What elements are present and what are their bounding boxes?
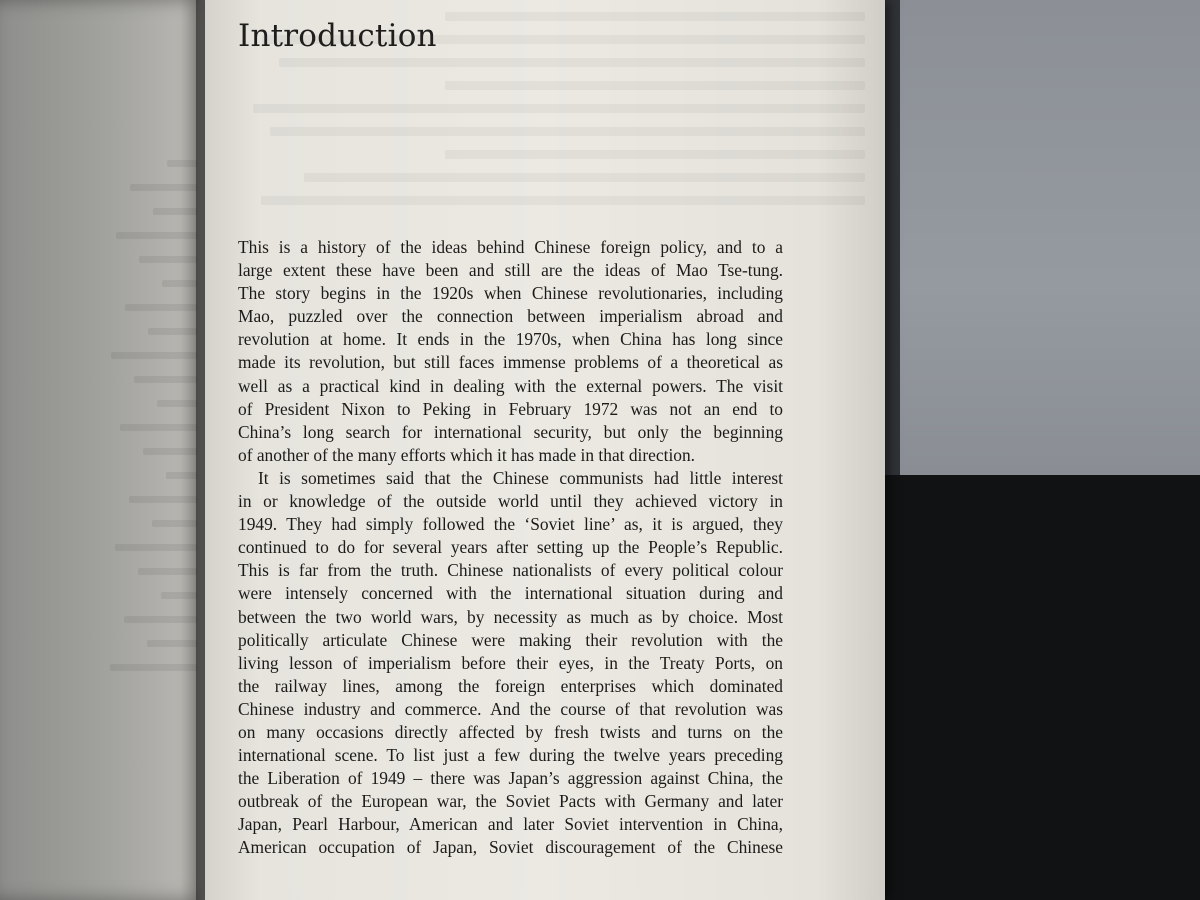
text-line: continued to do for several years after setting up the People’s Republic. (238, 537, 783, 558)
faint-text-mark (153, 208, 197, 215)
faint-text-mark (143, 448, 197, 455)
text-line: Japan, Pearl Harbour, American and later Soviet intervention in China, (238, 814, 783, 835)
text-line: between the two world wars, by necessity as much as by choice. Most (238, 606, 783, 627)
text-line: living lesson of imperialism before their eyes, in the Treaty Ports, on (238, 652, 783, 673)
text-line: on many occasions directly affected by fresh twists and turns on the (238, 721, 783, 742)
text-line: revolution at home. It ends in the 1970s, when China has long since (238, 329, 783, 350)
faint-text-mark (116, 232, 197, 239)
faint-text-mark (161, 592, 197, 599)
text-line: of another of the many efforts which it has made in that direction. (238, 444, 696, 465)
text-line: were intensely concerned with the international situation during and (238, 583, 783, 604)
text-line: politically articulate Chinese were making their revolution with the (238, 629, 783, 650)
faint-text-mark (125, 304, 197, 311)
bleed-through-mark (279, 58, 865, 67)
bleed-through-mark (253, 104, 865, 113)
text-line: large extent these have been and still are the ideas of Mao Tse-tung. (238, 260, 783, 281)
faint-text-mark (130, 184, 197, 191)
faint-text-mark (138, 568, 197, 575)
faint-text-mark (167, 160, 197, 167)
faint-text-mark (148, 328, 197, 335)
text-line: It is sometimes said that the Chinese communists had little interest (258, 467, 783, 488)
bleed-through-mark (270, 127, 865, 136)
faint-text-mark (147, 640, 197, 647)
bleed-through-mark (304, 173, 865, 182)
faint-text-mark (110, 664, 197, 671)
text-line: international scene. To list just a few during the twelve years preceding (238, 745, 783, 766)
bleed-through-mark (445, 81, 865, 90)
text-line: This is a history of the ideas behind Chinese foreign policy, and to a (238, 237, 783, 257)
faint-text-mark (120, 424, 197, 431)
text-line: American occupation of Japan, Soviet discouragement of the Chinese (238, 837, 783, 858)
faint-text-mark (115, 544, 197, 551)
faint-text-mark (162, 280, 197, 287)
background-dark-surface (885, 475, 1200, 900)
text-line: outbreak of the European war, the Soviet Pacts with Germany and later (238, 791, 783, 812)
text-line: made its revolution, but still faces immense problems of a theoretical as (238, 352, 783, 373)
body-text (238, 236, 783, 860)
text-line: well as a practical kind in dealing with the external powers. The visit (238, 375, 783, 396)
bleed-through-mark (445, 150, 865, 159)
faint-text-mark (134, 376, 197, 383)
bleed-through-mark (262, 35, 865, 44)
text-line: Chinese industry and commerce. And the course of that revolution was (238, 698, 783, 719)
faint-text-mark (152, 520, 197, 527)
text-line: Mao, puzzled over the connection between imperialism abroad and (238, 306, 783, 327)
faint-text-mark (129, 496, 197, 503)
text-line: the railway lines, among the foreign enterprises which dominated (238, 675, 783, 696)
background-grey-surface (900, 0, 1200, 475)
left-facing-page (0, 0, 205, 900)
faint-text-mark (157, 400, 197, 407)
text-line: the Liberation of 1949 – there was Japan’s aggression against China, the (238, 768, 783, 789)
bleed-through-mark (261, 196, 865, 205)
faint-text-mark (139, 256, 197, 263)
page-title: Introduction (238, 18, 437, 54)
text-line: of President Nixon to Peking in February 1972 was not an end to (238, 398, 783, 419)
text-line: in or knowledge of the outside world until they achieved victory in (238, 491, 783, 512)
text-line: This is far from the truth. Chinese nationalists of every political colour (238, 560, 783, 581)
faint-text-mark (124, 616, 197, 623)
text-line: China’s long search for international security, but only the beginning (238, 421, 783, 442)
text-line: 1949. They had simply followed the ‘Soviet line’ as, it is argued, they (238, 514, 783, 535)
faint-text-mark (111, 352, 197, 359)
text-line: The story begins in the 1920s when Chinese revolutionaries, including (238, 283, 783, 304)
bleed-through-mark (445, 12, 865, 21)
book-page (205, 0, 885, 900)
faint-text-mark (166, 472, 197, 479)
